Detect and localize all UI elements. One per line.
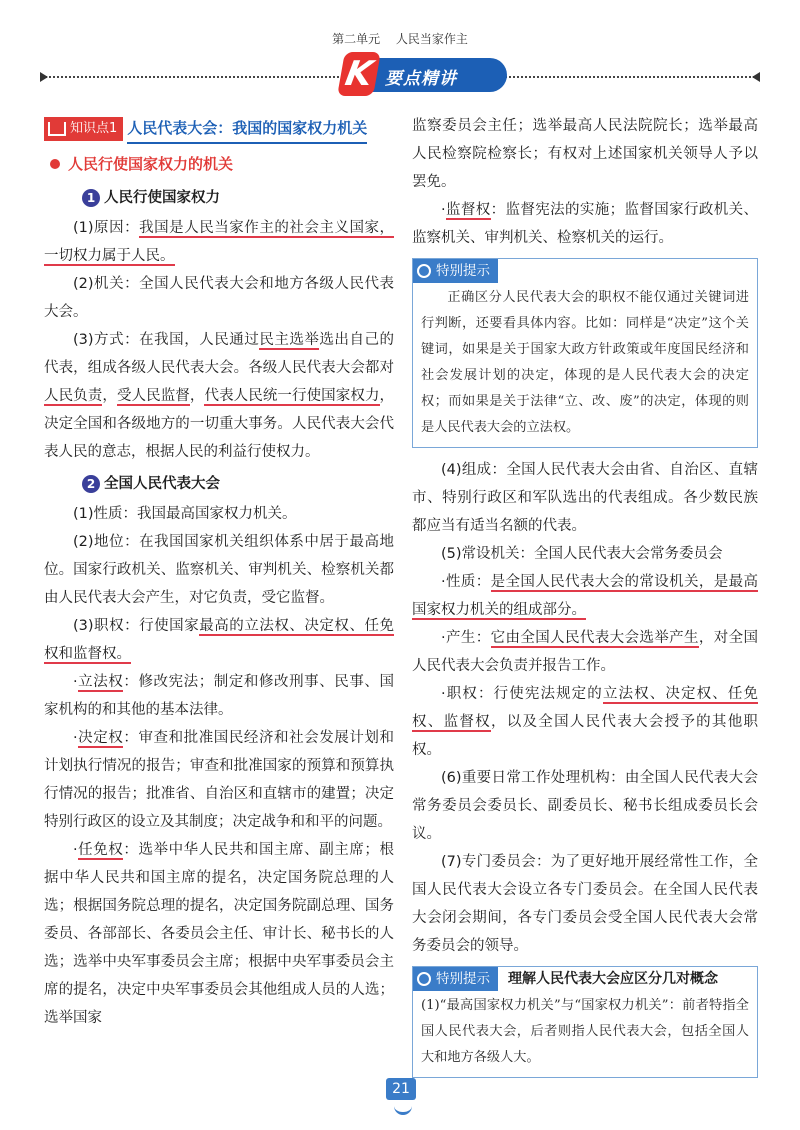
special-tip-box <box>412 258 758 448</box>
right-column <box>412 112 758 1086</box>
number-circle-icon: 1 <box>82 189 100 207</box>
unit-title: 人民当家作主 <box>395 32 468 46</box>
book-icon <box>48 122 66 136</box>
paragraph: (3)职权：行使国家最高的立法权、决定权、任免权和监督权。 <box>44 618 395 662</box>
knowledge-point-title: 人民代表大会：我国的国家权力机关 <box>127 114 367 144</box>
paragraph: (7)专门委员会：为了更好地开展经常性工作，全国人民代表大会设立各专门委员会。在全国人民代表大会闭会期间，各专门委员会受全国人民代表大会常务委员会的领导。 <box>412 854 758 954</box>
subheading-title: 人民行使国家权力 <box>104 190 220 206</box>
special-tip-box-2 <box>412 966 758 1078</box>
knowledge-point-tag-label: 知识点1 <box>70 121 118 136</box>
paragraph: (3)方式：在我国，人民通过民主选举选出自己的代表，组成各级人民代表大会。各级人民代表大会都对人民负责，受人民监督，代表人民统一行使国家权力，决定全国和各级地方的一切重大事务。人民代表大会代表人民的意志，根据人民的利益行使权力。 <box>44 332 395 460</box>
tip-header <box>413 967 757 991</box>
unit-label: 第二单元 <box>332 32 381 46</box>
paragraph: ·产生：它由全国人民代表大会选举产生，对全国人民代表大会负责并报告工作。 <box>412 630 759 674</box>
bullet-dot-icon <box>48 157 62 171</box>
paragraph: (2)地位：在我国国家机关组织体系中居于最高地位。国家行政机关、监察机关、审判机关、检察机关都由人民代表大会产生，对它负责，受它监督。 <box>44 534 394 606</box>
smile-icon <box>417 264 431 278</box>
section-heading <box>50 150 394 178</box>
paragraph: ·立法权：修改宪法；制定和修改刑事、民事、国家机构的和其他的基本法律。 <box>44 674 394 718</box>
key-points-badge <box>342 54 507 94</box>
left-column <box>44 112 394 1032</box>
tip-header <box>413 259 757 283</box>
paragraph: (1)原因：我国是人民当家作主的社会主义国家，一切权力属于人民。 <box>44 220 395 264</box>
tip-label: 特别提示 <box>413 259 498 283</box>
paragraph: (4)组成：全国人民代表大会由省、自治区、直辖市、特别行政区和军队选出的代表组成。各少数民族都应当有适当名额的代表。 <box>412 462 758 534</box>
subheading-2 <box>82 470 394 498</box>
paragraph: (6)重要日常工作处理机构：由全国人民代表大会常务委员会委员长、副委员长、秘书长组成委员长会议。 <box>412 770 758 842</box>
section-banner <box>42 56 758 96</box>
badge-label: 要点精讲 <box>385 69 457 89</box>
tip-title: 理解人民代表大会应区分几对概念 <box>508 971 718 987</box>
bird-icon <box>394 1104 412 1115</box>
paragraph: (2)机关：全国人民代表大会和地方各级人民代表大会。 <box>44 276 394 320</box>
paragraph: (5)常设机关：全国人民代表大会常务委员会 <box>441 546 723 562</box>
tip-label: 特别提示 <box>413 967 498 991</box>
knowledge-point-heading <box>44 116 394 142</box>
paragraph: ·性质：是全国人民代表大会的常设机关，是最高国家权力机关的组成部分。 <box>412 574 759 618</box>
knowledge-point-tag <box>44 117 123 141</box>
subheading-title: 全国人民代表大会 <box>104 476 220 492</box>
paragraph: ·监督权：监督宪法的实施；监督国家行政机关、监察机关、审判机关、检察机关的运行。 <box>412 202 759 246</box>
number-circle-icon: 2 <box>82 475 100 493</box>
k-logo-icon: K <box>337 52 381 96</box>
page-number: 21 <box>386 1078 416 1100</box>
tip-body: 正确区分人民代表大会的职权不能仅通过关键词进行判断，还要看具体内容。比如：同样是“决定”这个关键词，如果是关于国家大政方针政策或年度国民经济和社会发展计划的决定，体现的是人民代表大会的决定权；而如果是关于法律“立、改、废”的决定，体现的则是人民代表大会的立法权。 <box>421 290 749 435</box>
tip-body: (1)“最高国家权力机关”与“国家权力机关”：前者特指全国人民代表大会，后者则指人民代表大会，包括全国人大和地方各级人大。 <box>421 998 749 1065</box>
paragraph: (1)性质：我国最高国家权力机关。 <box>73 506 297 522</box>
section-title: 人民行使国家权力的机关 <box>68 155 234 173</box>
paragraph: ·任免权：选举中华人民共和国主席、副主席；根据中华人民共和国主席的提名，决定国务院总理的人选；根据国务院总理的提名，决定国务院副总理、国务委员、各部部长、各委员会主任、审计长、秘书长的人选；选举中央军事委员会主席；根据中央军事委员会主席的提名，决定中央军事委员会其他组成人员的人选；选举国家 <box>44 842 394 1026</box>
smile-icon <box>417 972 431 986</box>
subheading-1 <box>82 184 394 212</box>
paragraph: ·决定权：审查和批准国民经济和社会发展计划和计划执行情况的报告；审查和批准国家的预算和预算执行情况的报告；批准省、自治区和直辖市的建置；决定特别行政区的设立及其制度；决定战争和和平的问题。 <box>44 730 394 830</box>
running-header <box>0 30 800 47</box>
paragraph: 监察委员会主任；选举最高人民法院院长；选举最高人民检察院检察长；有权对上述国家机关领导人予以罢免。 <box>412 118 758 190</box>
paragraph: ·职权：行使宪法规定的立法权、决定权、任免权、监督权，以及全国人民代表大会授予的其他职权。 <box>412 686 759 758</box>
